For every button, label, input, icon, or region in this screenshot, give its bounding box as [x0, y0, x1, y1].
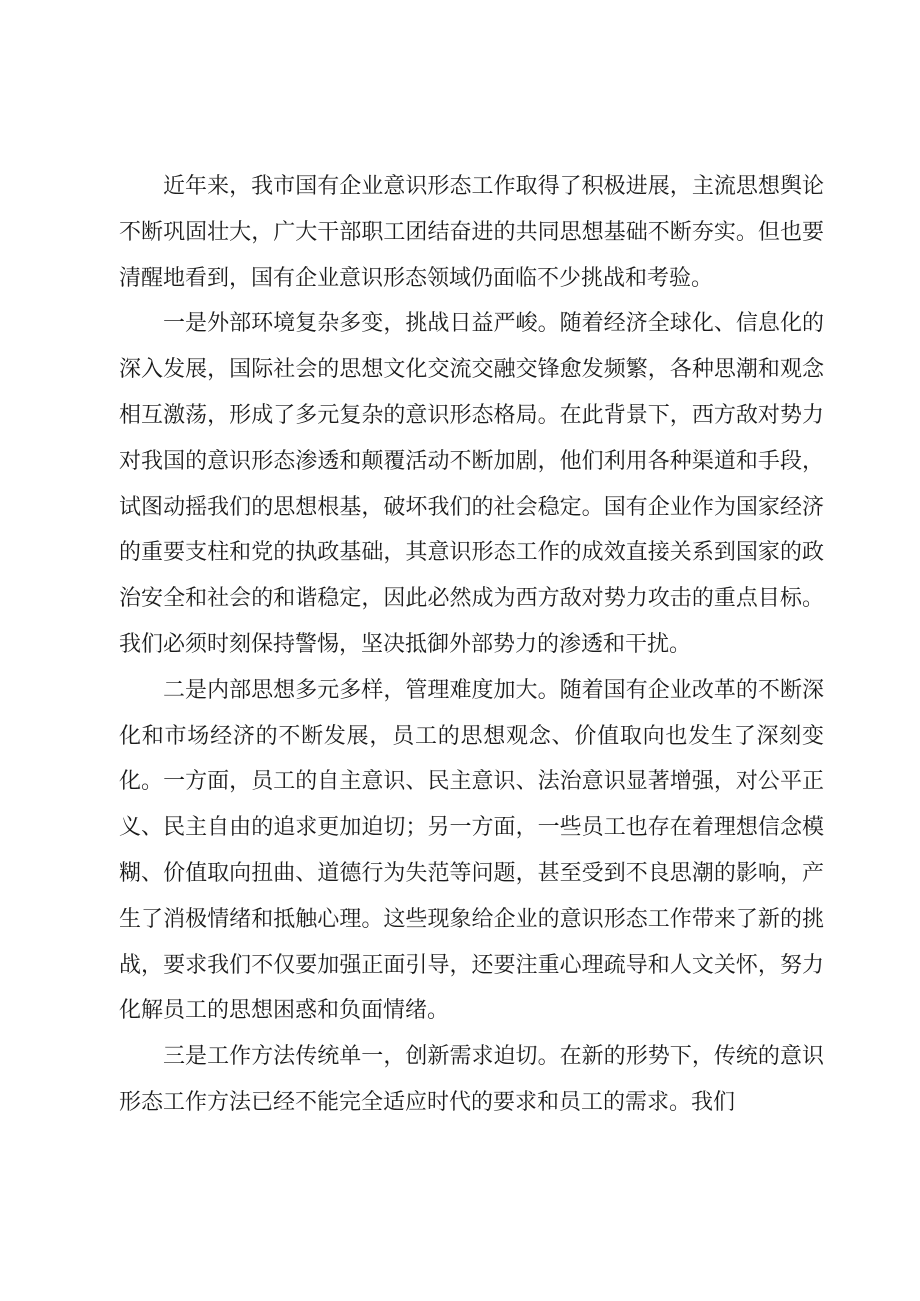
- paragraph-work-methods: 三是工作方法传统单一，创新需求迫切。在新的形势下，传统的意识形态工作方法已经不能完全适应时代的要求和员工的需求。我们: [119, 1044, 824, 1115]
- paragraph-internal-thinking: 二是内部思想多元多样，管理难度加大。随着国有企业改革的不断深化和市场经济的不断发展，员工的思想观念、价值取向也发生了深刻变化。一方面，员工的自主意识、民主意识、法治意识显著增强，对公平正义、民主自由的追求更加迫切；另一方面，一些员工也存在着理想信念模糊、价值取向扭曲、道德行为失范等问题，甚至受到不良思潮的影响，产生了消极情绪和抵触心理。这些现象给企业的意识形态工作带来了新的挑战，要求我们不仅要加强正面引导，还要注重心理疏导和人文关怀，努力化解员工的思想困惑和负面情绪。: [119, 677, 824, 1024]
- paragraph-intro: 近年来，我市国有企业意识形态工作取得了积极进展，主流思想舆论不断巩固壮大，广大干部职工团结奋进的共同思想基础不断夯实。但也要清醒地看到，国有企业意识形态领域仍面临不少挑战和考验。: [119, 174, 824, 291]
- paragraph-external-environment: 一是外部环境复杂多变，挑战日益严峻。随着经济全球化、信息化的深入发展，国际社会的思想文化交流交融交锋愈发频繁，各种思潮和观念相互激荡，形成了多元复杂的意识形态格局。在此背景下，西方敌对势力对我国的意识形态渗透和颠覆活动不断加剧，他们利用各种渠道和手段，试图动摇我们的思想根基，破坏我们的社会稳定。国有企业作为国家经济的重要支柱和党的执政基础，其意识形态工作的成效直接关系到国家的政治安全和社会的和谐稳定，因此必然成为西方敌对势力攻击的重点目标。我们必须时刻保持警惕，坚决抵御外部势力的渗透和干扰。: [119, 311, 824, 657]
- document-body: [119, 164, 824, 1126]
